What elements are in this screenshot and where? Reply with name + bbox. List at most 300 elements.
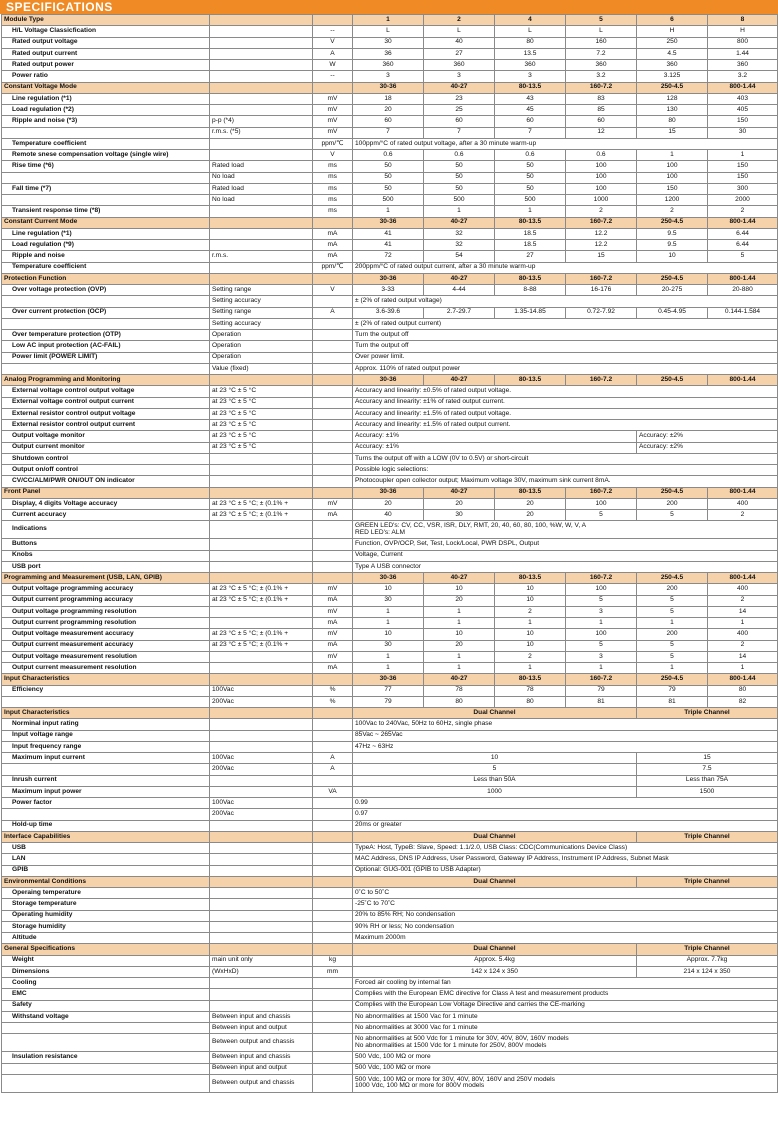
spec-value-cell: Accuracy and linearity: ±0.5% of rated output voltage. [353, 386, 778, 397]
spec-unit-cell: mV [313, 498, 353, 509]
spec-value-cell: 77 [353, 685, 424, 696]
spec-label-cell: CV/CC/ALM/PWR ON/OUT ON indicator [2, 476, 210, 487]
spec-value-cell: 32 [424, 240, 495, 251]
spec-value-cell: 1 [353, 651, 424, 662]
spec-label-cell: Knobs [2, 550, 210, 561]
spec-unit-cell [313, 431, 353, 442]
spec-unit-cell [313, 910, 353, 921]
spec-value-cell: 360 [566, 60, 637, 71]
spec-value-cell: 100 [637, 161, 708, 172]
spec-table-body [2, 15, 778, 1093]
spec-row [2, 651, 778, 662]
spec-condition-cell: Rated load [210, 161, 313, 172]
spec-condition-cell: at 23 °C ± 5 °C; ± (0.1% + [210, 629, 313, 640]
spec-value-cell: 40-27 [424, 273, 495, 284]
spec-value-cell: 250 [637, 37, 708, 48]
spec-unit-cell: mA [313, 228, 353, 239]
spec-label-cell [2, 809, 210, 820]
spec-condition-cell [210, 888, 313, 899]
spec-value-cell: 160-7.2 [566, 273, 637, 284]
spec-row [2, 854, 778, 865]
spec-value-cell: Optional: GUG-001 (GPIB to USB Adapter) [353, 865, 778, 876]
spec-label-cell: Output voltage measurement resolution [2, 651, 210, 662]
spec-row [2, 262, 778, 273]
spec-label-cell: Current accuracy [2, 510, 210, 521]
spec-value-cell: 800-1.44 [708, 82, 778, 93]
spec-label-cell [2, 318, 210, 329]
spec-label-cell: External resistor control output voltage [2, 408, 210, 419]
spec-value-cell: 18.5 [495, 240, 566, 251]
spec-value-cell: 80-13.5 [495, 674, 566, 685]
spec-condition-cell [210, 786, 313, 797]
spec-value-cell: 360 [495, 60, 566, 71]
spec-value-cell: 500 Vdc, 100 MΩ or more for 30V, 40V, 80V, 160V and 250V models 1000 Vdc, 100 MΩ or more for 800V models [353, 1074, 778, 1092]
spec-value-cell: 80 [424, 696, 495, 707]
spec-value-cell: 60 [495, 116, 566, 127]
spec-value-cell: 83 [566, 93, 637, 104]
spec-label-cell: Interface Capabilities [2, 831, 210, 842]
spec-condition-cell [210, 93, 313, 104]
spec-label-cell: Rated output power [2, 60, 210, 71]
spec-unit-cell [313, 539, 353, 550]
spec-row [2, 966, 778, 977]
spec-value-cell: 30-36 [353, 375, 424, 386]
spec-row [2, 161, 778, 172]
spec-row [2, 408, 778, 419]
spec-value-cell: 10 [495, 584, 566, 595]
spec-value-cell: 0.97 [353, 809, 778, 820]
spec-label-cell: Dimensions [2, 966, 210, 977]
spec-value-cell: 10 [424, 584, 495, 595]
spec-value-cell: 1 [637, 150, 708, 161]
spec-condition-cell [210, 899, 313, 910]
spec-label-cell: Environmental Conditions [2, 876, 210, 887]
spec-condition-cell [210, 26, 313, 37]
spec-condition-cell: 200Vac [210, 696, 313, 707]
spec-label-cell: EMC [2, 989, 210, 1000]
spec-condition-cell: Setting accuracy [210, 318, 313, 329]
spec-row [2, 330, 778, 341]
spec-condition-cell [210, 843, 313, 854]
spec-value-cell: 60 [566, 116, 637, 127]
spec-row [2, 228, 778, 239]
spec-condition-cell [210, 539, 313, 550]
spec-value-cell: 7.2 [566, 48, 637, 59]
spec-value-cell: 1 [424, 618, 495, 629]
spec-condition-cell: Setting range [210, 285, 313, 296]
section-header-row [2, 273, 778, 284]
spec-row [2, 341, 778, 352]
spec-unit-cell [313, 944, 353, 955]
spec-unit-cell: ms [313, 161, 353, 172]
spec-value-cell: 40 [424, 37, 495, 48]
spec-value-cell: 2 [424, 15, 495, 26]
spec-condition-cell: at 23 °C ± 5 °C [210, 397, 313, 408]
spec-label-cell [2, 1023, 210, 1034]
spec-value-cell: 300 [708, 183, 778, 194]
spec-value-cell: 3.2 [566, 71, 637, 82]
spec-label-cell [2, 172, 210, 183]
spec-condition-cell [210, 521, 313, 539]
spec-row [2, 183, 778, 194]
spec-value-cell: 80 [708, 685, 778, 696]
spec-value-cell: Less than 50A [353, 775, 637, 786]
spec-unit-cell: ms [313, 195, 353, 206]
spec-value-cell: 50 [424, 172, 495, 183]
spec-value-cell: 100 [566, 629, 637, 640]
spec-label-cell: Output voltage measurement accuracy [2, 629, 210, 640]
spec-value-cell: Accuracy: ±2% [637, 431, 778, 442]
spec-banner: SPECIFICATIONS [0, 0, 778, 14]
spec-value-cell: Forced air cooling by internal fan [353, 978, 778, 989]
spec-value-cell: 2 [495, 606, 566, 617]
spec-value-cell: 80 [495, 37, 566, 48]
spec-value-cell: 160-7.2 [566, 674, 637, 685]
spec-row [2, 539, 778, 550]
spec-value-cell: 20% to 85% RH; No condensation [353, 910, 778, 921]
spec-value-cell: 9.5 [637, 228, 708, 239]
spec-label-cell: Operating humidity [2, 910, 210, 921]
spec-value-cell: 2 [708, 595, 778, 606]
spec-unit-cell: mA [313, 663, 353, 674]
spec-value-cell: 2 [495, 651, 566, 662]
spec-value-cell: H [637, 26, 708, 37]
spec-value-cell: 250-4.5 [637, 217, 708, 228]
spec-value-cell: 250-4.5 [637, 573, 708, 584]
spec-value-cell: 1 [424, 606, 495, 617]
spec-value-cell: 30-36 [353, 573, 424, 584]
spec-row [2, 550, 778, 561]
spec-row [2, 431, 778, 442]
spec-row [2, 719, 778, 730]
spec-value-cell: 500 [495, 195, 566, 206]
spec-value-cell: 36 [353, 48, 424, 59]
spec-value-cell: 4 [495, 15, 566, 26]
spec-condition-cell [210, 820, 313, 831]
spec-value-cell: 500 [424, 195, 495, 206]
spec-label-cell: Rated output current [2, 48, 210, 59]
spec-value-cell: 18.5 [495, 228, 566, 239]
spec-unit-cell: A [313, 753, 353, 764]
spec-value-cell: 78 [495, 685, 566, 696]
spec-unit-cell: mV [313, 127, 353, 138]
spec-row [2, 296, 778, 307]
spec-label-cell: Fall time (*7) [2, 183, 210, 194]
spec-value-cell: 2 [566, 206, 637, 217]
spec-value-cell: 20ms or greater [353, 820, 778, 831]
spec-value-cell: 15 [637, 127, 708, 138]
spec-label-cell: Output current measurement accuracy [2, 640, 210, 651]
spec-value-cell: 47Hz ~ 63Hz [353, 741, 778, 752]
spec-condition-cell [210, 989, 313, 1000]
spec-label-cell: Module Type [2, 15, 210, 26]
spec-row [2, 1074, 778, 1092]
spec-value-cell: -25˚C to 70˚C [353, 899, 778, 910]
spec-value-cell: 160 [566, 37, 637, 48]
spec-value-cell: 10 [353, 753, 637, 764]
spec-value-cell: Turn the output off [353, 341, 778, 352]
spec-label-cell: Norminal input rating [2, 719, 210, 730]
spec-unit-cell [313, 386, 353, 397]
spec-unit-cell: V [313, 150, 353, 161]
spec-label-cell: Altitude [2, 933, 210, 944]
spec-value-cell: 250-4.5 [637, 375, 708, 386]
spec-value-cell: 800 [708, 37, 778, 48]
spec-value-cell: 0.144-1.584 [708, 307, 778, 318]
section-header-row [2, 876, 778, 887]
spec-label-cell: Output voltage programming resolution [2, 606, 210, 617]
spec-condition-cell: Setting range [210, 307, 313, 318]
spec-condition-cell: at 23 °C ± 5 °C [210, 442, 313, 453]
spec-condition-cell [210, 105, 313, 116]
spec-value-cell: 80-13.5 [495, 487, 566, 498]
spec-value-cell: 800-1.44 [708, 674, 778, 685]
spec-value-cell: 200 [637, 584, 708, 595]
spec-value-cell: Triple Channel [637, 944, 778, 955]
spec-label-cell [2, 363, 210, 374]
spec-condition-cell [210, 730, 313, 741]
spec-value-cell: 100 [566, 498, 637, 509]
spec-value-cell: 20 [353, 498, 424, 509]
spec-value-cell: 1 [353, 663, 424, 674]
spec-value-cell: Dual Channel [353, 876, 637, 887]
spec-value-cell: 100 [566, 183, 637, 194]
spec-condition-cell [210, 82, 313, 93]
spec-value-cell: 25 [424, 105, 495, 116]
spec-condition-cell: Between output and chassis [210, 1034, 313, 1052]
spec-value-cell: Function, OVP/OCP, Set, Test, Lock/Local, PWR DSPL, Output [353, 539, 778, 550]
spec-value-cell: 30 [708, 127, 778, 138]
spec-value-cell: 30 [353, 595, 424, 606]
spec-value-cell: 50 [353, 172, 424, 183]
spec-condition-cell [210, 217, 313, 228]
spec-row [2, 753, 778, 764]
spec-unit-cell [313, 1000, 353, 1011]
spec-value-cell: 5 [637, 606, 708, 617]
spec-value-cell: 20 [424, 498, 495, 509]
spec-value-cell: 0.6 [353, 150, 424, 161]
spec-value-cell: 1 [353, 618, 424, 629]
spec-condition-cell [210, 48, 313, 59]
spec-unit-cell [313, 408, 353, 419]
spec-value-cell: Approx. 110% of rated output power [353, 363, 778, 374]
section-header-row [2, 375, 778, 386]
spec-row [2, 888, 778, 899]
spec-value-cell: 50 [424, 183, 495, 194]
spec-label-cell: Constant Voltage Mode [2, 82, 210, 93]
spec-label-cell: Ripple and noise [2, 251, 210, 262]
spec-value-cell: 5 [637, 595, 708, 606]
spec-value-cell: 142 x 124 x 350 [353, 966, 637, 977]
spec-value-cell: 1200 [637, 195, 708, 206]
spec-value-cell: 10 [495, 595, 566, 606]
section-header-row [2, 217, 778, 228]
spec-unit-cell [313, 318, 353, 329]
spec-label-cell: Withstand voltage [2, 1011, 210, 1022]
spec-unit-cell [313, 876, 353, 887]
spec-value-cell: 10 [353, 584, 424, 595]
spec-value-cell: 2.7-29.7 [424, 307, 495, 318]
spec-value-cell: 160-7.2 [566, 487, 637, 498]
spec-condition-cell [210, 663, 313, 674]
spec-label-cell: Front Panel [2, 487, 210, 498]
section-header-row [2, 82, 778, 93]
spec-label-cell: Cooling [2, 978, 210, 989]
spec-row [2, 150, 778, 161]
spec-value-cell: 20 [495, 510, 566, 521]
spec-value-cell: 50 [353, 183, 424, 194]
spec-label-cell: Shutdown control [2, 453, 210, 464]
spec-row [2, 116, 778, 127]
spec-row [2, 352, 778, 363]
spec-value-cell: TypeA: Host, TypeB: Slave, Speed: 1.1/2.0, USB Class: CDC(Communications Device Class) [353, 843, 778, 854]
spec-unit-cell [313, 82, 353, 93]
spec-value-cell: Approx. 5.4kg [353, 955, 637, 966]
spec-row [2, 910, 778, 921]
spec-value-cell: 3-33 [353, 285, 424, 296]
spec-unit-cell [313, 341, 353, 352]
spec-value-cell: 250-4.5 [637, 487, 708, 498]
spec-value-cell: 20-275 [637, 285, 708, 296]
spec-value-cell: L [566, 26, 637, 37]
spec-row [2, 71, 778, 82]
spec-unit-cell [313, 573, 353, 584]
spec-label-cell: Efficiency [2, 685, 210, 696]
spec-row [2, 933, 778, 944]
spec-condition-cell: (WxHxD) [210, 966, 313, 977]
spec-condition-cell [210, 741, 313, 752]
spec-row [2, 105, 778, 116]
spec-unit-cell [313, 15, 353, 26]
spec-unit-cell: mV [313, 651, 353, 662]
spec-value-cell: 5 [566, 640, 637, 651]
spec-row [2, 865, 778, 876]
spec-label-cell: Insulation resistance [2, 1052, 210, 1063]
spec-unit-cell: mA [313, 240, 353, 251]
spec-row [2, 127, 778, 138]
spec-row [2, 172, 778, 183]
spec-condition-cell: Value (fixed) [210, 363, 313, 374]
spec-value-cell: 405 [708, 105, 778, 116]
spec-unit-cell: mV [313, 116, 353, 127]
spec-value-cell: 0.6 [566, 150, 637, 161]
spec-value-cell: 5 [637, 640, 708, 651]
spec-row [2, 618, 778, 629]
spec-value-cell: 41 [353, 228, 424, 239]
spec-row [2, 899, 778, 910]
spec-value-cell: 20 [424, 595, 495, 606]
spec-value-cell: 1 [566, 663, 637, 674]
section-header-row [2, 831, 778, 842]
spec-value-cell: 40-27 [424, 217, 495, 228]
spec-condition-cell [210, 487, 313, 498]
spec-unit-cell [313, 798, 353, 809]
spec-unit-cell: mA [313, 618, 353, 629]
spec-label-cell: Remote snese compensation voltage (single wire) [2, 150, 210, 161]
spec-row [2, 206, 778, 217]
spec-value-cell: 500 [353, 195, 424, 206]
spec-value-cell: 2 [708, 510, 778, 521]
spec-label-cell: Power limit (POWER LIMIT) [2, 352, 210, 363]
spec-value-cell: ± (2% of rated output current) [353, 318, 778, 329]
spec-row [2, 606, 778, 617]
spec-unit-cell: ms [313, 206, 353, 217]
spec-value-cell: 27 [424, 48, 495, 59]
spec-value-cell: 7 [424, 127, 495, 138]
spec-value-cell: Type A USB connector [353, 561, 778, 572]
spec-row [2, 820, 778, 831]
spec-unit-cell: -- [313, 71, 353, 82]
spec-condition-cell [210, 573, 313, 584]
spec-unit-cell [313, 465, 353, 476]
spec-value-cell: Dual Channel [353, 831, 637, 842]
spec-condition-cell [210, 138, 313, 149]
spec-row [2, 730, 778, 741]
spec-value-cell: Dual Channel [353, 708, 637, 719]
spec-row [2, 386, 778, 397]
spec-unit-cell [313, 933, 353, 944]
spec-label-cell: Programming and Measurement (USB, LAN, GPIB) [2, 573, 210, 584]
spec-unit-cell: A [313, 764, 353, 775]
spec-value-cell: 1 [424, 663, 495, 674]
spec-value-cell: 100 [566, 172, 637, 183]
spec-value-cell: 800-1.44 [708, 487, 778, 498]
spec-value-cell: 18 [353, 93, 424, 104]
spec-condition-cell: at 23 °C ± 5 °C; ± (0.1% + [210, 510, 313, 521]
spec-label-cell: Storage temperature [2, 899, 210, 910]
spec-value-cell: 5 [566, 510, 637, 521]
spec-value-cell: 500 Vdc, 100 MΩ or more [353, 1052, 778, 1063]
spec-value-cell: 3 [566, 606, 637, 617]
spec-unit-cell: V [313, 285, 353, 296]
spec-value-cell: 20-880 [708, 285, 778, 296]
spec-unit-cell: kg [313, 955, 353, 966]
spec-value-cell: 1.35-14.85 [495, 307, 566, 318]
spec-unit-cell [313, 1052, 353, 1063]
spec-label-cell: H/L Voltage Classicfication [2, 26, 210, 37]
spec-value-cell: 160-7.2 [566, 375, 637, 386]
spec-unit-cell: ms [313, 172, 353, 183]
spec-condition-cell [210, 1000, 313, 1011]
spec-value-cell: L [424, 26, 495, 37]
spec-value-cell: 50 [495, 183, 566, 194]
spec-value-cell: 30-36 [353, 217, 424, 228]
spec-label-cell: Output current measurement resolution [2, 663, 210, 674]
spec-label-cell: Safety [2, 1000, 210, 1011]
spec-row [2, 1023, 778, 1034]
spec-value-cell: MAC Address, DNS IP Address, User Password, Gateway IP Address, Instrument IP Address, Subnet Mask [353, 854, 778, 865]
spec-row [2, 521, 778, 539]
spec-value-cell: 1500 [637, 786, 778, 797]
spec-unit-cell [313, 1074, 353, 1092]
spec-unit-cell [313, 899, 353, 910]
spec-row [2, 37, 778, 48]
spec-row [2, 663, 778, 674]
spec-label-cell: Buttons [2, 539, 210, 550]
spec-unit-cell [313, 296, 353, 307]
section-header-row [2, 487, 778, 498]
spec-condition-cell [210, 719, 313, 730]
spec-value-cell: 800-1.44 [708, 273, 778, 284]
spec-row [2, 26, 778, 37]
spec-label-cell: External voltage control output current [2, 397, 210, 408]
spec-condition-cell [210, 854, 313, 865]
spec-unit-cell [313, 487, 353, 498]
spec-value-cell: 1 [353, 606, 424, 617]
spec-value-cell: 1 [566, 618, 637, 629]
spec-value-cell: Voltage, Current [353, 550, 778, 561]
spec-condition-cell: Setting accuracy [210, 296, 313, 307]
